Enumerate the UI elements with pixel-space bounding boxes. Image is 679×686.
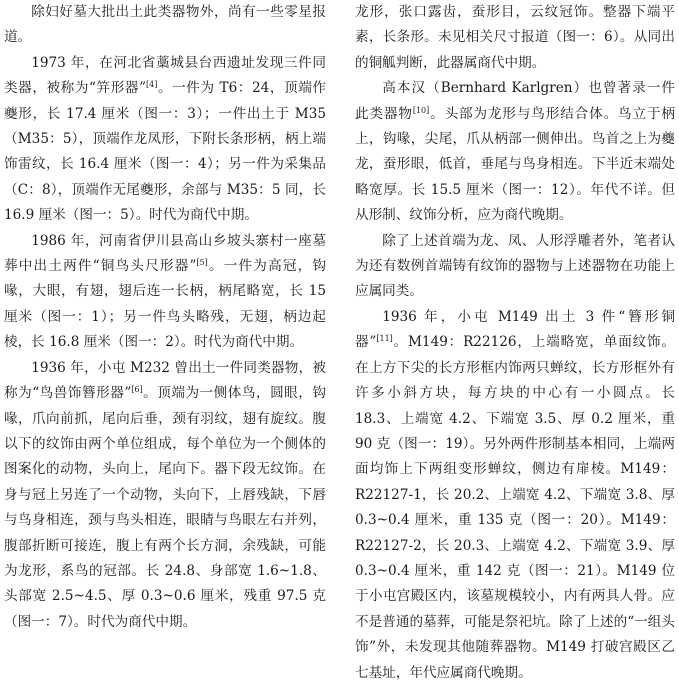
footnote-ref[interactable]: [10] (412, 105, 430, 115)
paragraph-text: 。一件为高冠，钩喙，大眼，有翅，翅后连一长柄，柄尾略宽，长 15 厘米（图一：1）；另一件鸟头略残，无翅，柄边起棱，长 16.8 厘米（图一：2）。时代为商代中期。 (4, 258, 326, 351)
paragraph-text: 1986 年，河南省伊川县高山乡坡头寨村一座墓葬中出土两件“铜鸟头尺形器” (4, 232, 326, 275)
paragraph-text: 1936 年，小屯 M149 出土 3 件“簪形铜器” (355, 308, 675, 351)
footnote-ref[interactable]: [4] (146, 80, 158, 90)
paragraph-other-examples: 除了上述首端为龙、凤、人形浮雕者外，笔者认为还有数例首端铸有纹饰的器物与上述器物在功能上应属同类。 (355, 232, 675, 300)
paragraph-1936-m232 (4, 356, 326, 635)
paragraph-1986-yichuan (4, 229, 326, 356)
right-column (355, 0, 675, 686)
paragraph-1936-m149 (355, 305, 675, 686)
paragraph-text: 。顶端为一侧体鸟，圆眼，钩喙，爪向前抓，尾向后垂，颈有羽纹，翅有旋纹。腹以下的纹饰由两个单位组成，每个单位为一个侧体的图案化的动物，头向上，尾向下。器下段无纹饰。在身与冠上另连了一个动物，头向下，上唇残缺，下唇与鸟身相连，颈与鸟头相连，眼睛与鸟眼左右并列，腹部折断可接连，腹上有两个长方洞，余残缺，可能为龙形，系鸟的冠部。长 24.8、身部宽 1.6~1.8、头部宽 2.5~4.5、厚 0.3~0.6 厘米，残重 97.5 克（图一：7）。时代为商代中期。 (4, 385, 326, 630)
paragraph-text: 高本汉（Bernhard Karlgren）也曾著录一件此类器物 (355, 80, 675, 122)
left-column (4, 0, 326, 635)
footnote-ref[interactable]: [11] (376, 334, 393, 344)
paragraph-karlgren (355, 76, 675, 228)
paragraph-text: 1936 年，小屯 M232 曾出土一件同类器物，被称为“鸟兽饰簪形器” (4, 359, 326, 402)
paragraph-1973-taixi (4, 51, 326, 229)
paragraph-intro: 除妇好墓大批出土此类器物外，尚有一些零星报道。 (4, 4, 326, 46)
footnote-ref[interactable]: [6] (131, 385, 143, 395)
paragraph-text: 。M149：R22126，上端略宽，单面纹饰。在上方下尖的长方形框内饰两只蝉纹，长方形框外有许多小斜方块，每方块的中心有一小圆点。长 18.3、上端宽 4.2、下端宽 3.5、厚 0.2 厘米，重 90 克（图一：19）。另外两件形制基本相同，上端两面均饰上下两组变形蝉纹，侧边有扉棱。M149：R22127-1，长 20.2、上端宽 4.2、下端宽 3.8、厚 0.3~0.4 厘米，重 135 克（图一：20）。M149：R22127-2，长 20.3、上端宽 4.2、下端宽 3.9、厚 0.3~0.4 厘米，重 142 克（图一：21）。M149 位于小屯宫殿区内，该墓规模较小，内有两具人骨。应不是普通的墓葬，可能是祭祀坑。除了上述的“一组头饰”外，未发现其他随葬器物。M149 打破宫殿区乙七基址，年代应属商代晚期。 (355, 334, 676, 681)
paragraph-continued: 龙形，张口露齿，蚕形目，云纹冠饰。整器下端平素，长条形。未见相关尺寸报道（图一：6）。从同出的铜觚判断，此器属商代中期。 (355, 4, 675, 71)
paragraph-text: 。一件为 T6：24，顶端作夔形，长 17.4 厘米（图一：3）；一件出土于 M35（M35：5），顶端作龙凤形，下附长条形柄，柄上端饰雷纹，长 16.4 厘米（图一：4）；另一件为采集品（C：8），顶端作无尾夔形，余部与 M35：5 同，长 16.9 厘米（图一：5）。时代为商代中期。 (4, 80, 326, 224)
paragraph-text: 。头部为龙形与鸟形结合体。鸟立于柄上，钩喙，尖尾，爪从柄部一侧伸出。鸟首之上为夔龙，蚕形眼，低首，垂尾与鸟身相连。下半近末端处略宽厚。长 15.5 厘米（图一：12）。年代不详。但从形制、纹饰分析，应为商代晚期。 (355, 105, 676, 224)
paragraph-text: 1973 年，在河北省藁城县台西遗址发现三件同类器，被称为“笄形器” (4, 54, 326, 97)
footnote-ref[interactable]: [5] (196, 258, 208, 268)
